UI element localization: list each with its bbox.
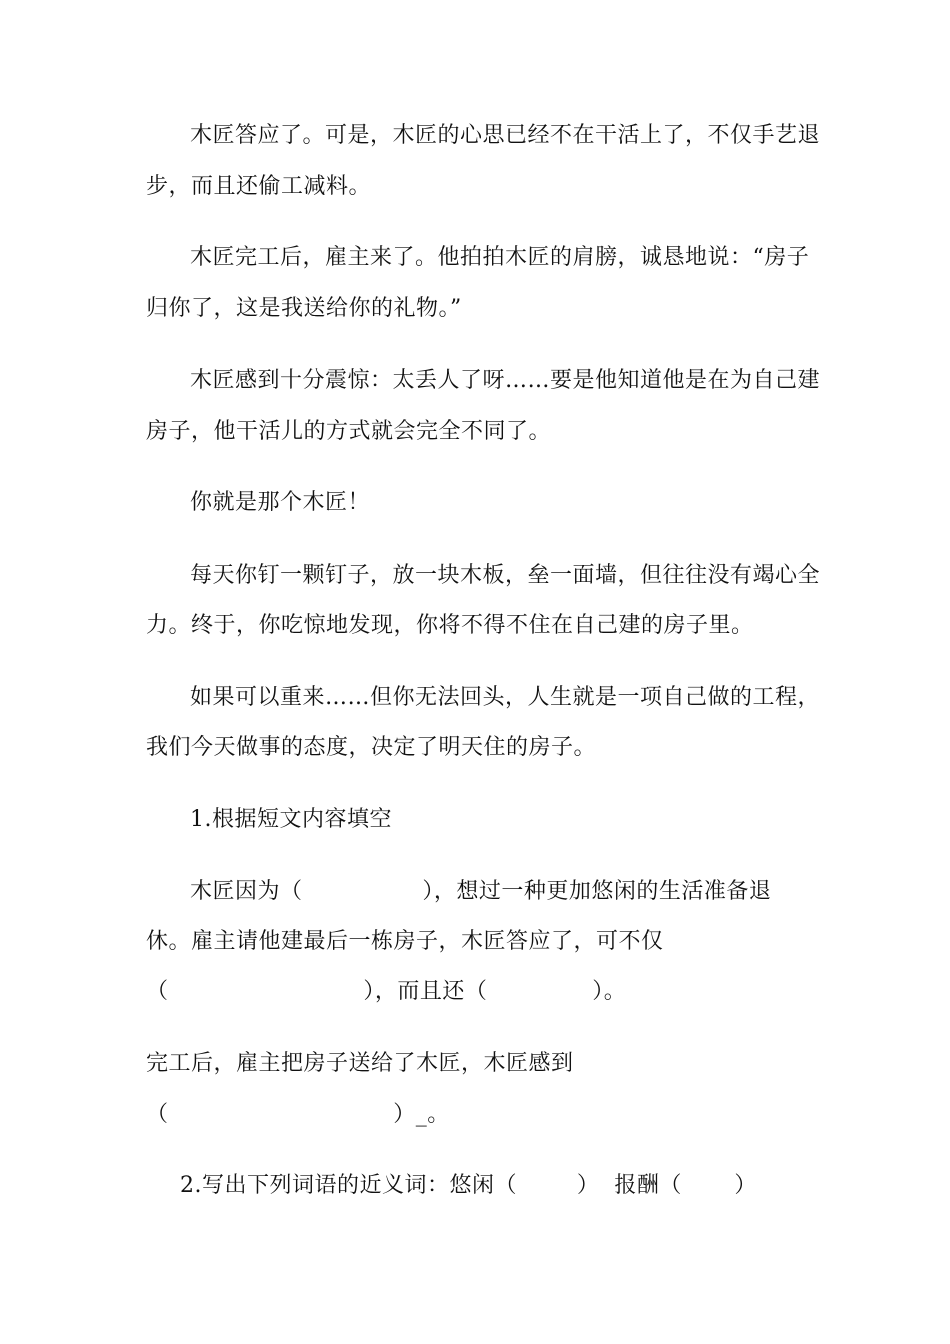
question-1-line-2: 休。雇主请他建最后一栋房子，木匠答应了，可不仅 — [146, 929, 664, 954]
question-1-title: 1.根据短文内容填空 — [190, 807, 392, 832]
question-1-line-4: 完工后，雇主把房子送给了木匠，木匠感到 — [146, 1051, 574, 1076]
paragraph-line-1: 木匠答应了。可是，木匠的心思已经不在干活上了，不仅手艺退 — [190, 123, 821, 148]
paragraph-line-4: 归你了，这是我送给你的礼物。” — [146, 296, 462, 321]
paragraph-line-9: 力。终于，你吃惊地发现，你将不得不住在自己建的房子里。 — [146, 613, 754, 638]
paragraph-line-6: 房子，他干活儿的方式就会完全不同了。 — [146, 419, 552, 444]
question-2: 2.写出下列词语的近义词：悠闲（ ） 报酬（ ） — [180, 1173, 757, 1198]
paragraph-line-7: 你就是那个木匠！ — [190, 490, 371, 515]
paragraph-line-8: 每天你钉一颗钉子，放一块木板，垒一面墙，但往往没有竭心全 — [190, 563, 821, 588]
paragraph-line-2: 步，而且还偷工减料。 — [146, 174, 372, 199]
paragraph-line-5: 木匠感到十分震惊：太丢人了呀……要是他知道他是在为自己建 — [190, 368, 821, 393]
question-1-line-3: （ ），而且还（ ）。 — [146, 979, 627, 1004]
question-1-line-1: 木匠因为（ ），想过一种更加悠闲的生活准备退 — [190, 879, 772, 904]
paragraph-line-3: 木匠完工后，雇主来了。他拍拍木匠的肩膀，诚恳地说：“房子 — [190, 245, 810, 270]
paragraph-line-11: 我们今天做事的态度，决定了明天住的房子。 — [146, 735, 597, 760]
paragraph-line-10: 如果可以重来……但你无法回头，人生就是一项自己做的工程， — [190, 685, 821, 710]
question-1-line-5: （ ）_。 — [146, 1102, 450, 1127]
